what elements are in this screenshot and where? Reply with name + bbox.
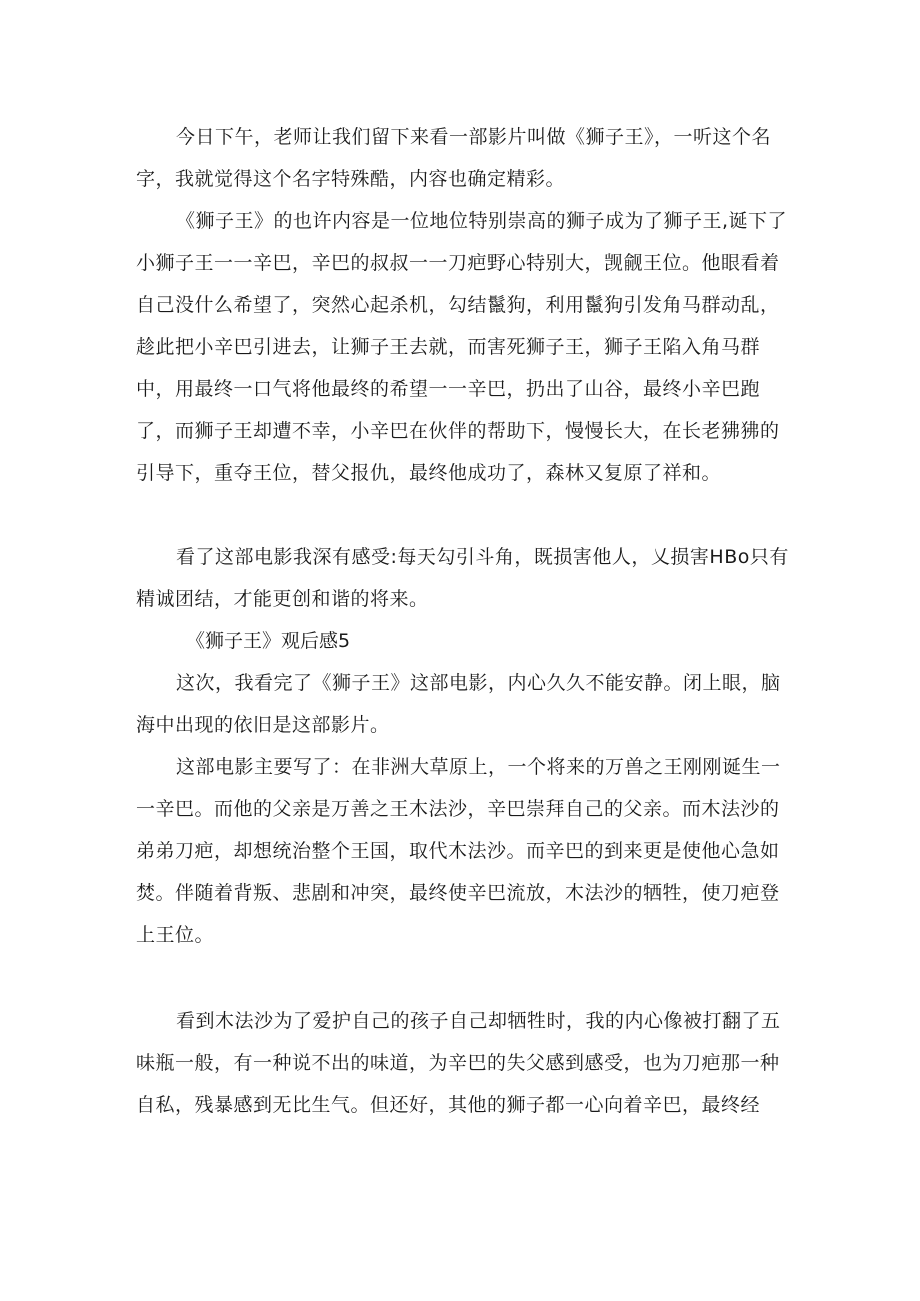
paragraph-opening: 这次，我看完了《狮子王》这部电影，内心久久不能安静。闭上眼，脑海中出现的依旧是这部影片。 xyxy=(136,672,781,736)
paragraph-summary: 这部电影主要写了：在非洲大草原上，一个将来的万兽之王刚刚诞生一一辛巴。而他的父亲是万善之王木法沙，辛巴崇拜自己的父亲。而木法沙的弟弟刀疤，却想统治整个王国，取代木法沙。而辛巴的到来更是使他心急如焚。伴随着背叛、悲剧和冲突，最终使辛巴流放，木法沙的牺牲，使刀疤登上王位。 xyxy=(136,756,781,946)
paragraph-reflection: 看了这部电影我深有感受:每天勾引斗角，既损害他人，乂损害HBo只有精诚团结，才能更创和谐的将来。 xyxy=(136,546,789,610)
paragraph-feelings: 看到木法沙为了爱护自己的孩子自己却牺牲时，我的内心像被打翻了五味瓶一般，有一种说不出的味道，为辛巴的失父感到感受，也为刀疤那一种自私，残暴感到无比生气。但还好，其他的狮子都一心向着辛巴，最终经 xyxy=(136,1010,781,1116)
section-heading: 《狮子王》观后感5 xyxy=(186,630,351,652)
paragraph-intro: 今日下午，老师让我们留下来看一部影片叫做《狮子王》，一听这个名字，我就觉得这个名字特殊酷，内容也确定精彩。 xyxy=(136,126,772,190)
paragraph-plot: 《狮子王》的也许内容是一位地位特别崇高的狮子成为了狮子王,诞下了小狮子王一一辛巴，辛巴的叔叔一一刀疤野心特别大，觊觎王位。他眼看着自己没什么希望了，突然心起杀机，勾结鬣狗，利用鬣狗引发角马群动乱，趁此把小辛巴引进去，让狮子王去就，而害死狮子王，狮子王陷入角马群中，用最终一口气将他最终的希望一一辛巴，扔出了山谷，最终小辛巴跑了，而狮子王却遭不幸，小辛巴在伙伴的帮助下，慢慢长大，在长老狒狒的引导下，重夺王位，替父报仇，最终他成功了，森林又复原了祥和。 xyxy=(136,210,788,484)
